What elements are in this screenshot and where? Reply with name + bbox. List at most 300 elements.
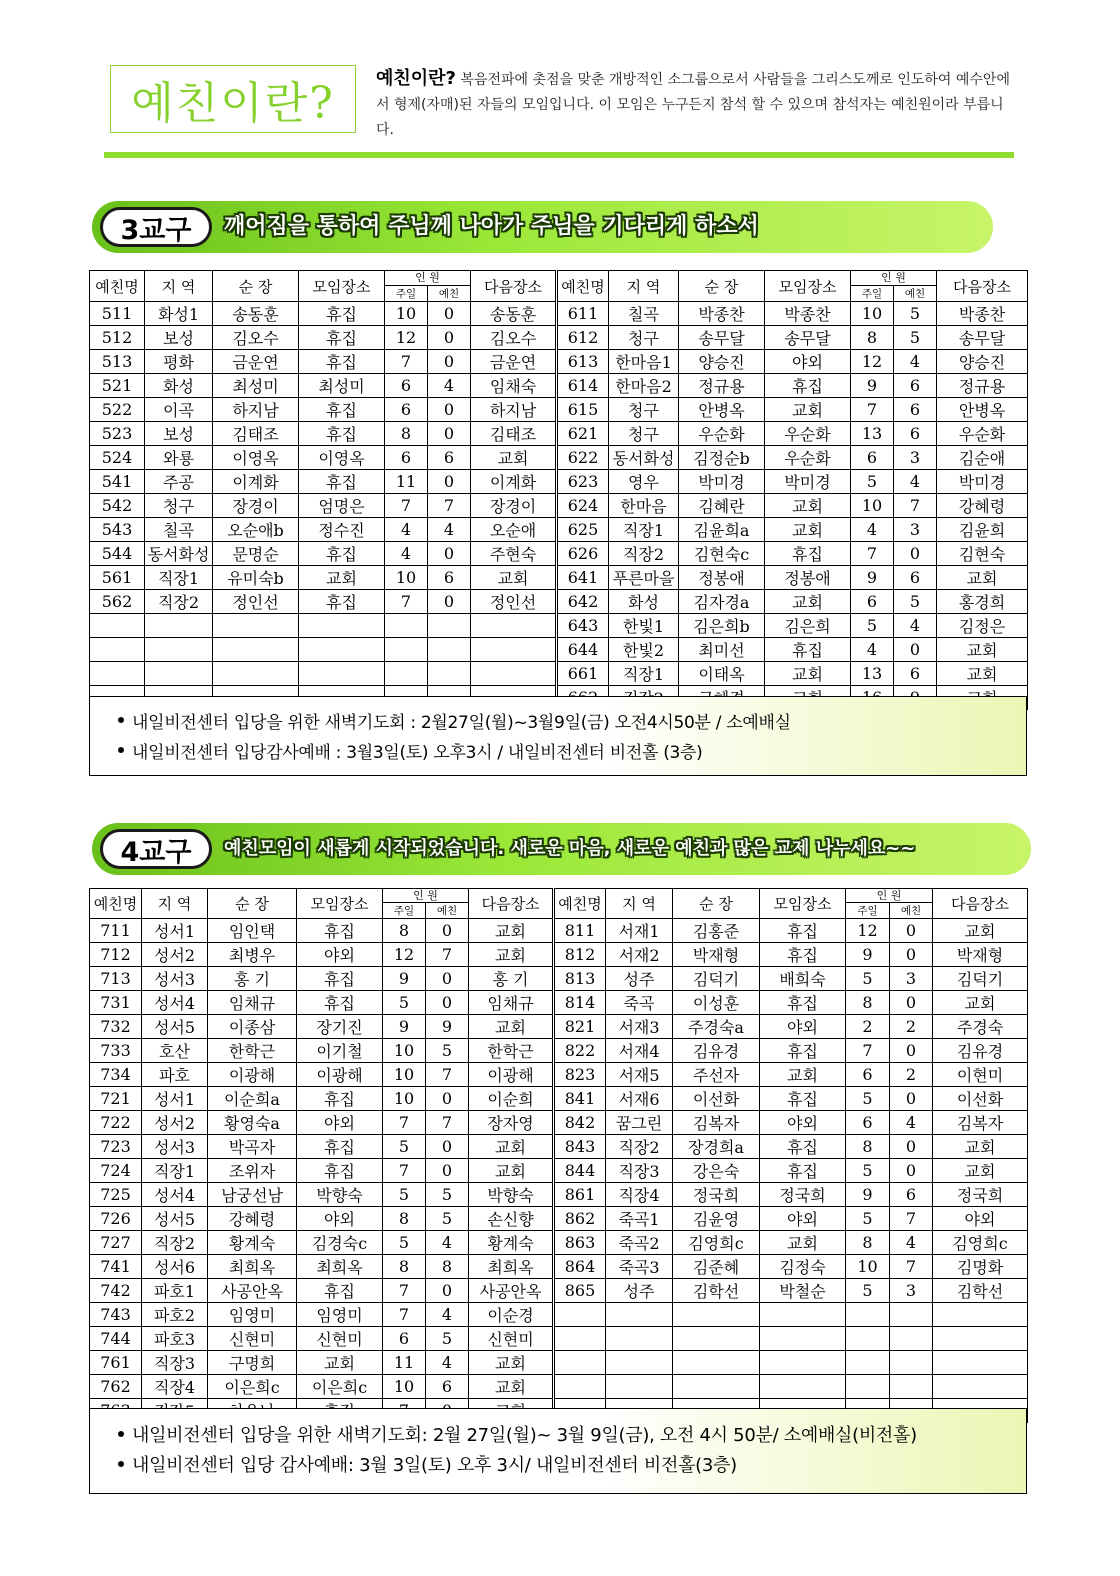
cell-id bbox=[90, 614, 145, 638]
header-next: 다음장소 bbox=[937, 271, 1028, 302]
cell-next: 이현미 bbox=[933, 1063, 1028, 1087]
cell-place: 교회 bbox=[765, 398, 851, 422]
cell-next: 교회 bbox=[469, 1159, 554, 1183]
cell-next: 이광해 bbox=[469, 1063, 554, 1087]
cell-region: 죽곡1 bbox=[606, 1207, 673, 1231]
cell-id: 612 bbox=[557, 326, 609, 350]
cell-yechin: 4 bbox=[890, 1111, 933, 1135]
cell-place bbox=[299, 614, 385, 638]
cell-id: 624 bbox=[557, 494, 609, 518]
cell-leader: 임인택 bbox=[208, 919, 297, 943]
cell-weekly: 4 bbox=[851, 518, 894, 542]
cell-leader bbox=[673, 1351, 760, 1375]
table-row bbox=[90, 542, 1028, 566]
cell-weekly: 9 bbox=[383, 1015, 426, 1039]
table-row bbox=[90, 302, 1028, 326]
cell-weekly: 6 bbox=[846, 1111, 890, 1135]
cell-leader: 최미선 bbox=[679, 638, 765, 662]
table-row bbox=[90, 1039, 1028, 1063]
cell-place: 우순화 bbox=[765, 446, 851, 470]
cell-region: 푸른마을 bbox=[609, 566, 679, 590]
cell-next: 박재형 bbox=[933, 943, 1028, 967]
cell-id: 641 bbox=[557, 566, 609, 590]
cell-leader: 정봉애 bbox=[679, 566, 765, 590]
cell-yechin: 0 bbox=[428, 470, 471, 494]
cell-place: 이기철 bbox=[297, 1039, 383, 1063]
cell-weekly: 11 bbox=[383, 1351, 426, 1375]
cell-leader: 김덕기 bbox=[673, 967, 760, 991]
cell-id bbox=[554, 1375, 606, 1399]
cell-id: 741 bbox=[90, 1255, 142, 1279]
section4-slogan: 예친모임이 새롭게 시작되었습니다. 새로운 마음, 새로운 예친과 많은 교제 나누세요~~ bbox=[224, 838, 916, 859]
cell-weekly: 6 bbox=[851, 446, 894, 470]
notice-item bbox=[118, 1449, 1026, 1479]
cell-weekly: 8 bbox=[383, 1255, 426, 1279]
cell-weekly: 8 bbox=[851, 326, 894, 350]
cell-yechin: 3 bbox=[890, 1279, 933, 1303]
cell-place: 야외 bbox=[760, 1015, 846, 1039]
cell-leader: 김윤영 bbox=[673, 1207, 760, 1231]
cell-id: 541 bbox=[90, 470, 145, 494]
cell-place bbox=[299, 638, 385, 662]
cell-region bbox=[606, 1351, 673, 1375]
cell-weekly bbox=[846, 1327, 890, 1351]
cell-next: 신현미 bbox=[469, 1327, 554, 1351]
cell-weekly: 8 bbox=[385, 422, 428, 446]
header-place: 모임장소 bbox=[765, 271, 851, 302]
cell-region: 직장1 bbox=[609, 518, 679, 542]
cell-next: 김순애 bbox=[937, 446, 1028, 470]
cell-next bbox=[933, 1375, 1028, 1399]
section4-banner bbox=[92, 823, 1031, 875]
cell-yechin: 0 bbox=[426, 991, 469, 1015]
cell-next: 교회 bbox=[933, 1159, 1028, 1183]
cell-leader: 김혜란 bbox=[679, 494, 765, 518]
cell-next: 김덕기 bbox=[933, 967, 1028, 991]
cell-leader: 주선자 bbox=[673, 1063, 760, 1087]
cell-region bbox=[606, 1375, 673, 1399]
bullet-icon bbox=[118, 747, 124, 753]
bullet-icon bbox=[118, 1431, 124, 1437]
header-place: 모임장소 bbox=[760, 889, 846, 919]
cell-leader bbox=[673, 1375, 760, 1399]
cell-weekly: 12 bbox=[383, 943, 426, 967]
cell-id: 642 bbox=[557, 590, 609, 614]
cell-place: 박철순 bbox=[760, 1279, 846, 1303]
cell-region: 죽곡 bbox=[606, 991, 673, 1015]
header-id: 예친명 bbox=[554, 889, 606, 919]
cell-place bbox=[760, 1351, 846, 1375]
cell-region: 한마음 bbox=[609, 494, 679, 518]
header-weekly: 주일 bbox=[385, 286, 428, 302]
cell-weekly bbox=[385, 662, 428, 686]
cell-yechin: 7 bbox=[428, 494, 471, 518]
cell-place: 엄명은 bbox=[299, 494, 385, 518]
cell-id: 723 bbox=[90, 1135, 142, 1159]
cell-next: 김유경 bbox=[933, 1039, 1028, 1063]
section3-badge: 3교구 bbox=[100, 207, 212, 247]
cell-weekly: 8 bbox=[383, 919, 426, 943]
cell-region: 직장3 bbox=[606, 1159, 673, 1183]
table-row bbox=[90, 1183, 1028, 1207]
cell-region: 동서화성 bbox=[145, 542, 213, 566]
cell-next: 안병옥 bbox=[937, 398, 1028, 422]
cell-leader: 송무달 bbox=[679, 326, 765, 350]
cell-next: 교회 bbox=[937, 566, 1028, 590]
header-region: 지 역 bbox=[609, 271, 679, 302]
cell-region: 죽곡3 bbox=[606, 1255, 673, 1279]
cell-yechin: 4 bbox=[890, 1231, 933, 1255]
cell-id: 626 bbox=[557, 542, 609, 566]
cell-yechin bbox=[890, 1303, 933, 1327]
cell-yechin: 4 bbox=[428, 374, 471, 398]
cell-place: 휴집 bbox=[299, 470, 385, 494]
cell-region: 직장2 bbox=[142, 1231, 208, 1255]
cell-region: 직장4 bbox=[606, 1183, 673, 1207]
cell-yechin: 7 bbox=[426, 1111, 469, 1135]
cell-leader: 이태옥 bbox=[679, 662, 765, 686]
cell-place bbox=[299, 662, 385, 686]
table-row bbox=[90, 518, 1028, 542]
cell-id: 713 bbox=[90, 967, 142, 991]
cell-place: 최희옥 bbox=[297, 1255, 383, 1279]
table-row bbox=[90, 919, 1028, 943]
cell-leader: 정규용 bbox=[679, 374, 765, 398]
cell-region: 보성 bbox=[145, 326, 213, 350]
cell-next: 장자영 bbox=[469, 1111, 554, 1135]
cell-place: 휴집 bbox=[297, 1135, 383, 1159]
cell-next bbox=[471, 662, 557, 686]
cell-weekly bbox=[385, 638, 428, 662]
cell-next: 교회 bbox=[469, 1015, 554, 1039]
cell-id: 762 bbox=[90, 1375, 142, 1399]
header-yechin: 예친 bbox=[428, 286, 471, 302]
cell-next: 교회 bbox=[469, 943, 554, 967]
cell-place: 박향숙 bbox=[297, 1183, 383, 1207]
cell-region: 직장3 bbox=[142, 1351, 208, 1375]
cell-id: 721 bbox=[90, 1087, 142, 1111]
cell-yechin: 6 bbox=[894, 422, 937, 446]
cell-place: 휴집 bbox=[297, 1159, 383, 1183]
cell-id: 731 bbox=[90, 991, 142, 1015]
cell-region: 한마음2 bbox=[609, 374, 679, 398]
cell-leader: 최희옥 bbox=[208, 1255, 297, 1279]
cell-leader: 오순애b bbox=[213, 518, 299, 542]
cell-place: 야외 bbox=[765, 350, 851, 374]
cell-id: 743 bbox=[90, 1303, 142, 1327]
cell-leader: 한학근 bbox=[208, 1039, 297, 1063]
header-id: 예친명 bbox=[90, 889, 142, 919]
cell-id: 611 bbox=[557, 302, 609, 326]
cell-id: 615 bbox=[557, 398, 609, 422]
cell-weekly: 5 bbox=[846, 1207, 890, 1231]
cell-region: 성서2 bbox=[142, 1111, 208, 1135]
cell-leader: 이선화 bbox=[673, 1087, 760, 1111]
cell-leader: 금운연 bbox=[213, 350, 299, 374]
cell-region: 성서3 bbox=[142, 1135, 208, 1159]
cell-place: 박종찬 bbox=[765, 302, 851, 326]
cell-place: 임영미 bbox=[297, 1303, 383, 1327]
cell-region: 파호2 bbox=[142, 1303, 208, 1327]
cell-region: 한빛1 bbox=[609, 614, 679, 638]
cell-region bbox=[145, 638, 213, 662]
cell-next: 박미경 bbox=[937, 470, 1028, 494]
cell-next: 이계화 bbox=[471, 470, 557, 494]
table-row bbox=[90, 470, 1028, 494]
cell-yechin: 4 bbox=[426, 1231, 469, 1255]
cell-weekly: 10 bbox=[851, 302, 894, 326]
cell-weekly: 12 bbox=[846, 919, 890, 943]
cell-leader: 이성훈 bbox=[673, 991, 760, 1015]
cell-leader: 김자경a bbox=[679, 590, 765, 614]
cell-leader: 사공안옥 bbox=[208, 1279, 297, 1303]
table-row bbox=[90, 1111, 1028, 1135]
table-row bbox=[90, 1279, 1028, 1303]
cell-place: 우순화 bbox=[765, 422, 851, 446]
cell-leader: 김윤희a bbox=[679, 518, 765, 542]
table-header-row bbox=[90, 271, 1028, 286]
cell-next: 김윤희 bbox=[937, 518, 1028, 542]
cell-yechin: 4 bbox=[894, 470, 937, 494]
cell-next: 이선화 bbox=[933, 1087, 1028, 1111]
table-row bbox=[90, 967, 1028, 991]
header-region: 지 역 bbox=[145, 271, 213, 302]
cell-id: 522 bbox=[90, 398, 145, 422]
cell-region: 서재2 bbox=[606, 943, 673, 967]
cell-leader: 김복자 bbox=[673, 1111, 760, 1135]
cell-id: 733 bbox=[90, 1039, 142, 1063]
cell-id: 725 bbox=[90, 1183, 142, 1207]
cell-region: 청구 bbox=[609, 422, 679, 446]
cell-place: 김경숙c bbox=[297, 1231, 383, 1255]
cell-yechin: 0 bbox=[890, 1087, 933, 1111]
cell-next: 황계숙 bbox=[469, 1231, 554, 1255]
cell-weekly: 12 bbox=[851, 350, 894, 374]
notice-text: 내일비전센터 입당감사예배 : 3월3일(토) 오후3시 / 내일비전센터 비전홀 (3층) bbox=[132, 742, 703, 763]
table-row bbox=[90, 1231, 1028, 1255]
table-row bbox=[90, 398, 1028, 422]
cell-next: 손신향 bbox=[469, 1207, 554, 1231]
cell-yechin: 0 bbox=[428, 542, 471, 566]
table-row bbox=[90, 1087, 1028, 1111]
cell-weekly: 8 bbox=[846, 1135, 890, 1159]
table-row bbox=[90, 1351, 1028, 1375]
cell-next: 김학선 bbox=[933, 1279, 1028, 1303]
cell-leader: 강은숙 bbox=[673, 1159, 760, 1183]
cell-id: 622 bbox=[557, 446, 609, 470]
cell-id: 811 bbox=[554, 919, 606, 943]
cell-place: 휴집 bbox=[299, 326, 385, 350]
section4-badge: 4교구 bbox=[100, 829, 212, 869]
header-leader: 순 장 bbox=[673, 889, 760, 919]
cell-region: 직장1 bbox=[142, 1159, 208, 1183]
cell-region: 화성1 bbox=[145, 302, 213, 326]
notice-text: 내일비전센터 입당 감사예배: 3월 3일(토) 오후 3시/ 내일비전센터 비전홀(3층) bbox=[132, 1455, 737, 1476]
cell-leader: 황계숙 bbox=[208, 1231, 297, 1255]
cell-id bbox=[90, 662, 145, 686]
cell-yechin: 7 bbox=[894, 494, 937, 518]
cell-yechin: 0 bbox=[428, 326, 471, 350]
cell-next: 교회 bbox=[469, 1375, 554, 1399]
cell-place: 휴집 bbox=[765, 374, 851, 398]
header-next: 다음장소 bbox=[469, 889, 554, 919]
cell-yechin: 6 bbox=[894, 662, 937, 686]
cell-place: 휴집 bbox=[297, 967, 383, 991]
cell-yechin: 5 bbox=[426, 1207, 469, 1231]
cell-region: 호산 bbox=[142, 1039, 208, 1063]
cell-region: 한마음1 bbox=[609, 350, 679, 374]
cell-id: 864 bbox=[554, 1255, 606, 1279]
cell-weekly: 7 bbox=[385, 350, 428, 374]
table-row bbox=[90, 1207, 1028, 1231]
header-region: 지 역 bbox=[606, 889, 673, 919]
header-members: 인 원 bbox=[846, 889, 933, 903]
table-row bbox=[90, 1303, 1028, 1327]
cell-id: 512 bbox=[90, 326, 145, 350]
cell-yechin: 0 bbox=[428, 590, 471, 614]
cell-weekly: 5 bbox=[383, 991, 426, 1015]
cell-leader: 이은희c bbox=[208, 1375, 297, 1399]
cell-weekly bbox=[846, 1351, 890, 1375]
header-id: 예친명 bbox=[90, 271, 145, 302]
cell-leader: 김현숙c bbox=[679, 542, 765, 566]
cell-next: 사공안옥 bbox=[469, 1279, 554, 1303]
cell-place: 이은희c bbox=[297, 1375, 383, 1399]
cell-place: 휴집 bbox=[299, 590, 385, 614]
cell-leader: 강혜령 bbox=[208, 1207, 297, 1231]
cell-weekly bbox=[846, 1303, 890, 1327]
cell-region: 성주 bbox=[606, 967, 673, 991]
bullet-icon bbox=[118, 717, 124, 723]
cell-yechin: 0 bbox=[890, 943, 933, 967]
table-row bbox=[90, 638, 1028, 662]
cell-next bbox=[933, 1303, 1028, 1327]
cell-region bbox=[145, 614, 213, 638]
cell-place: 최성미 bbox=[299, 374, 385, 398]
table-row bbox=[90, 566, 1028, 590]
intro-description bbox=[376, 66, 1016, 143]
cell-leader: 이광해 bbox=[208, 1063, 297, 1087]
cell-yechin: 0 bbox=[894, 638, 937, 662]
cell-weekly: 10 bbox=[385, 566, 428, 590]
cell-next: 홍경희 bbox=[937, 590, 1028, 614]
cell-id: 823 bbox=[554, 1063, 606, 1087]
cell-place: 정국희 bbox=[760, 1183, 846, 1207]
cell-place: 교회 bbox=[765, 494, 851, 518]
table-row bbox=[90, 662, 1028, 686]
cell-yechin: 3 bbox=[890, 967, 933, 991]
cell-region: 서재1 bbox=[606, 919, 673, 943]
cell-region: 주공 bbox=[145, 470, 213, 494]
notice-item bbox=[118, 735, 1026, 765]
cell-id: 712 bbox=[90, 943, 142, 967]
cell-next: 야외 bbox=[933, 1207, 1028, 1231]
cell-id bbox=[554, 1351, 606, 1375]
cell-next bbox=[471, 614, 557, 638]
cell-place: 박미경 bbox=[765, 470, 851, 494]
cell-weekly: 5 bbox=[846, 1279, 890, 1303]
cell-place: 신현미 bbox=[297, 1327, 383, 1351]
header-yechin: 예친 bbox=[426, 903, 469, 919]
cell-id: 544 bbox=[90, 542, 145, 566]
cell-region bbox=[145, 662, 213, 686]
header-place: 모임장소 bbox=[297, 889, 383, 919]
cell-id: 513 bbox=[90, 350, 145, 374]
cell-region: 직장2 bbox=[609, 542, 679, 566]
table-row bbox=[90, 1327, 1028, 1351]
cell-leader bbox=[213, 638, 299, 662]
cell-yechin: 9 bbox=[426, 1015, 469, 1039]
cell-id: 812 bbox=[554, 943, 606, 967]
cell-leader: 문명순 bbox=[213, 542, 299, 566]
cell-next: 교회 bbox=[471, 566, 557, 590]
cell-weekly: 10 bbox=[383, 1375, 426, 1399]
cell-yechin: 7 bbox=[890, 1255, 933, 1279]
cell-place: 휴집 bbox=[760, 991, 846, 1015]
notice-text: 내일비전센터 입당을 위한 새벽기도회: 2월 27일(월)~ 3월 9일(금), 오전 4시 50분/ 소예배실(비전홀) bbox=[132, 1425, 917, 1446]
cell-id: 734 bbox=[90, 1063, 142, 1087]
cell-next: 임채숙 bbox=[471, 374, 557, 398]
cell-leader: 최성미 bbox=[213, 374, 299, 398]
cell-id: 625 bbox=[557, 518, 609, 542]
cell-yechin: 6 bbox=[890, 1183, 933, 1207]
cell-weekly: 5 bbox=[383, 1183, 426, 1207]
cell-id: 744 bbox=[90, 1327, 142, 1351]
cell-yechin bbox=[428, 614, 471, 638]
cell-yechin bbox=[890, 1351, 933, 1375]
cell-region: 성서1 bbox=[142, 1087, 208, 1111]
cell-yechin: 0 bbox=[426, 1087, 469, 1111]
cell-place: 휴집 bbox=[760, 1159, 846, 1183]
cell-place: 교회 bbox=[297, 1351, 383, 1375]
cell-id: 621 bbox=[557, 422, 609, 446]
table-row bbox=[90, 1159, 1028, 1183]
cell-yechin: 2 bbox=[890, 1063, 933, 1087]
cell-leader: 장경이 bbox=[213, 494, 299, 518]
cell-place: 휴집 bbox=[297, 991, 383, 1015]
cell-weekly: 7 bbox=[385, 590, 428, 614]
cell-next: 주경숙 bbox=[933, 1015, 1028, 1039]
cell-region: 파호 bbox=[142, 1063, 208, 1087]
cell-next bbox=[471, 638, 557, 662]
cell-place: 장기진 bbox=[297, 1015, 383, 1039]
header-place: 모임장소 bbox=[299, 271, 385, 302]
cell-id: 726 bbox=[90, 1207, 142, 1231]
cell-region: 청구 bbox=[609, 398, 679, 422]
header-members: 인 원 bbox=[851, 271, 937, 286]
cell-weekly: 2 bbox=[846, 1015, 890, 1039]
cell-leader: 최병우 bbox=[208, 943, 297, 967]
table-row bbox=[90, 350, 1028, 374]
cell-region: 화성 bbox=[609, 590, 679, 614]
header-region: 지 역 bbox=[142, 889, 208, 919]
cell-yechin: 0 bbox=[426, 967, 469, 991]
cell-place: 교회 bbox=[760, 1231, 846, 1255]
cell-region: 평화 bbox=[145, 350, 213, 374]
cell-yechin: 5 bbox=[426, 1327, 469, 1351]
cell-id: 524 bbox=[90, 446, 145, 470]
cell-id: 722 bbox=[90, 1111, 142, 1135]
cell-next: 임채규 bbox=[469, 991, 554, 1015]
cell-yechin: 3 bbox=[894, 446, 937, 470]
cell-next: 김오수 bbox=[471, 326, 557, 350]
cell-leader: 임영미 bbox=[208, 1303, 297, 1327]
cell-place bbox=[760, 1375, 846, 1399]
cell-region: 성서5 bbox=[142, 1015, 208, 1039]
cell-yechin: 6 bbox=[894, 374, 937, 398]
cell-leader: 송동훈 bbox=[213, 302, 299, 326]
cell-weekly: 8 bbox=[383, 1207, 426, 1231]
